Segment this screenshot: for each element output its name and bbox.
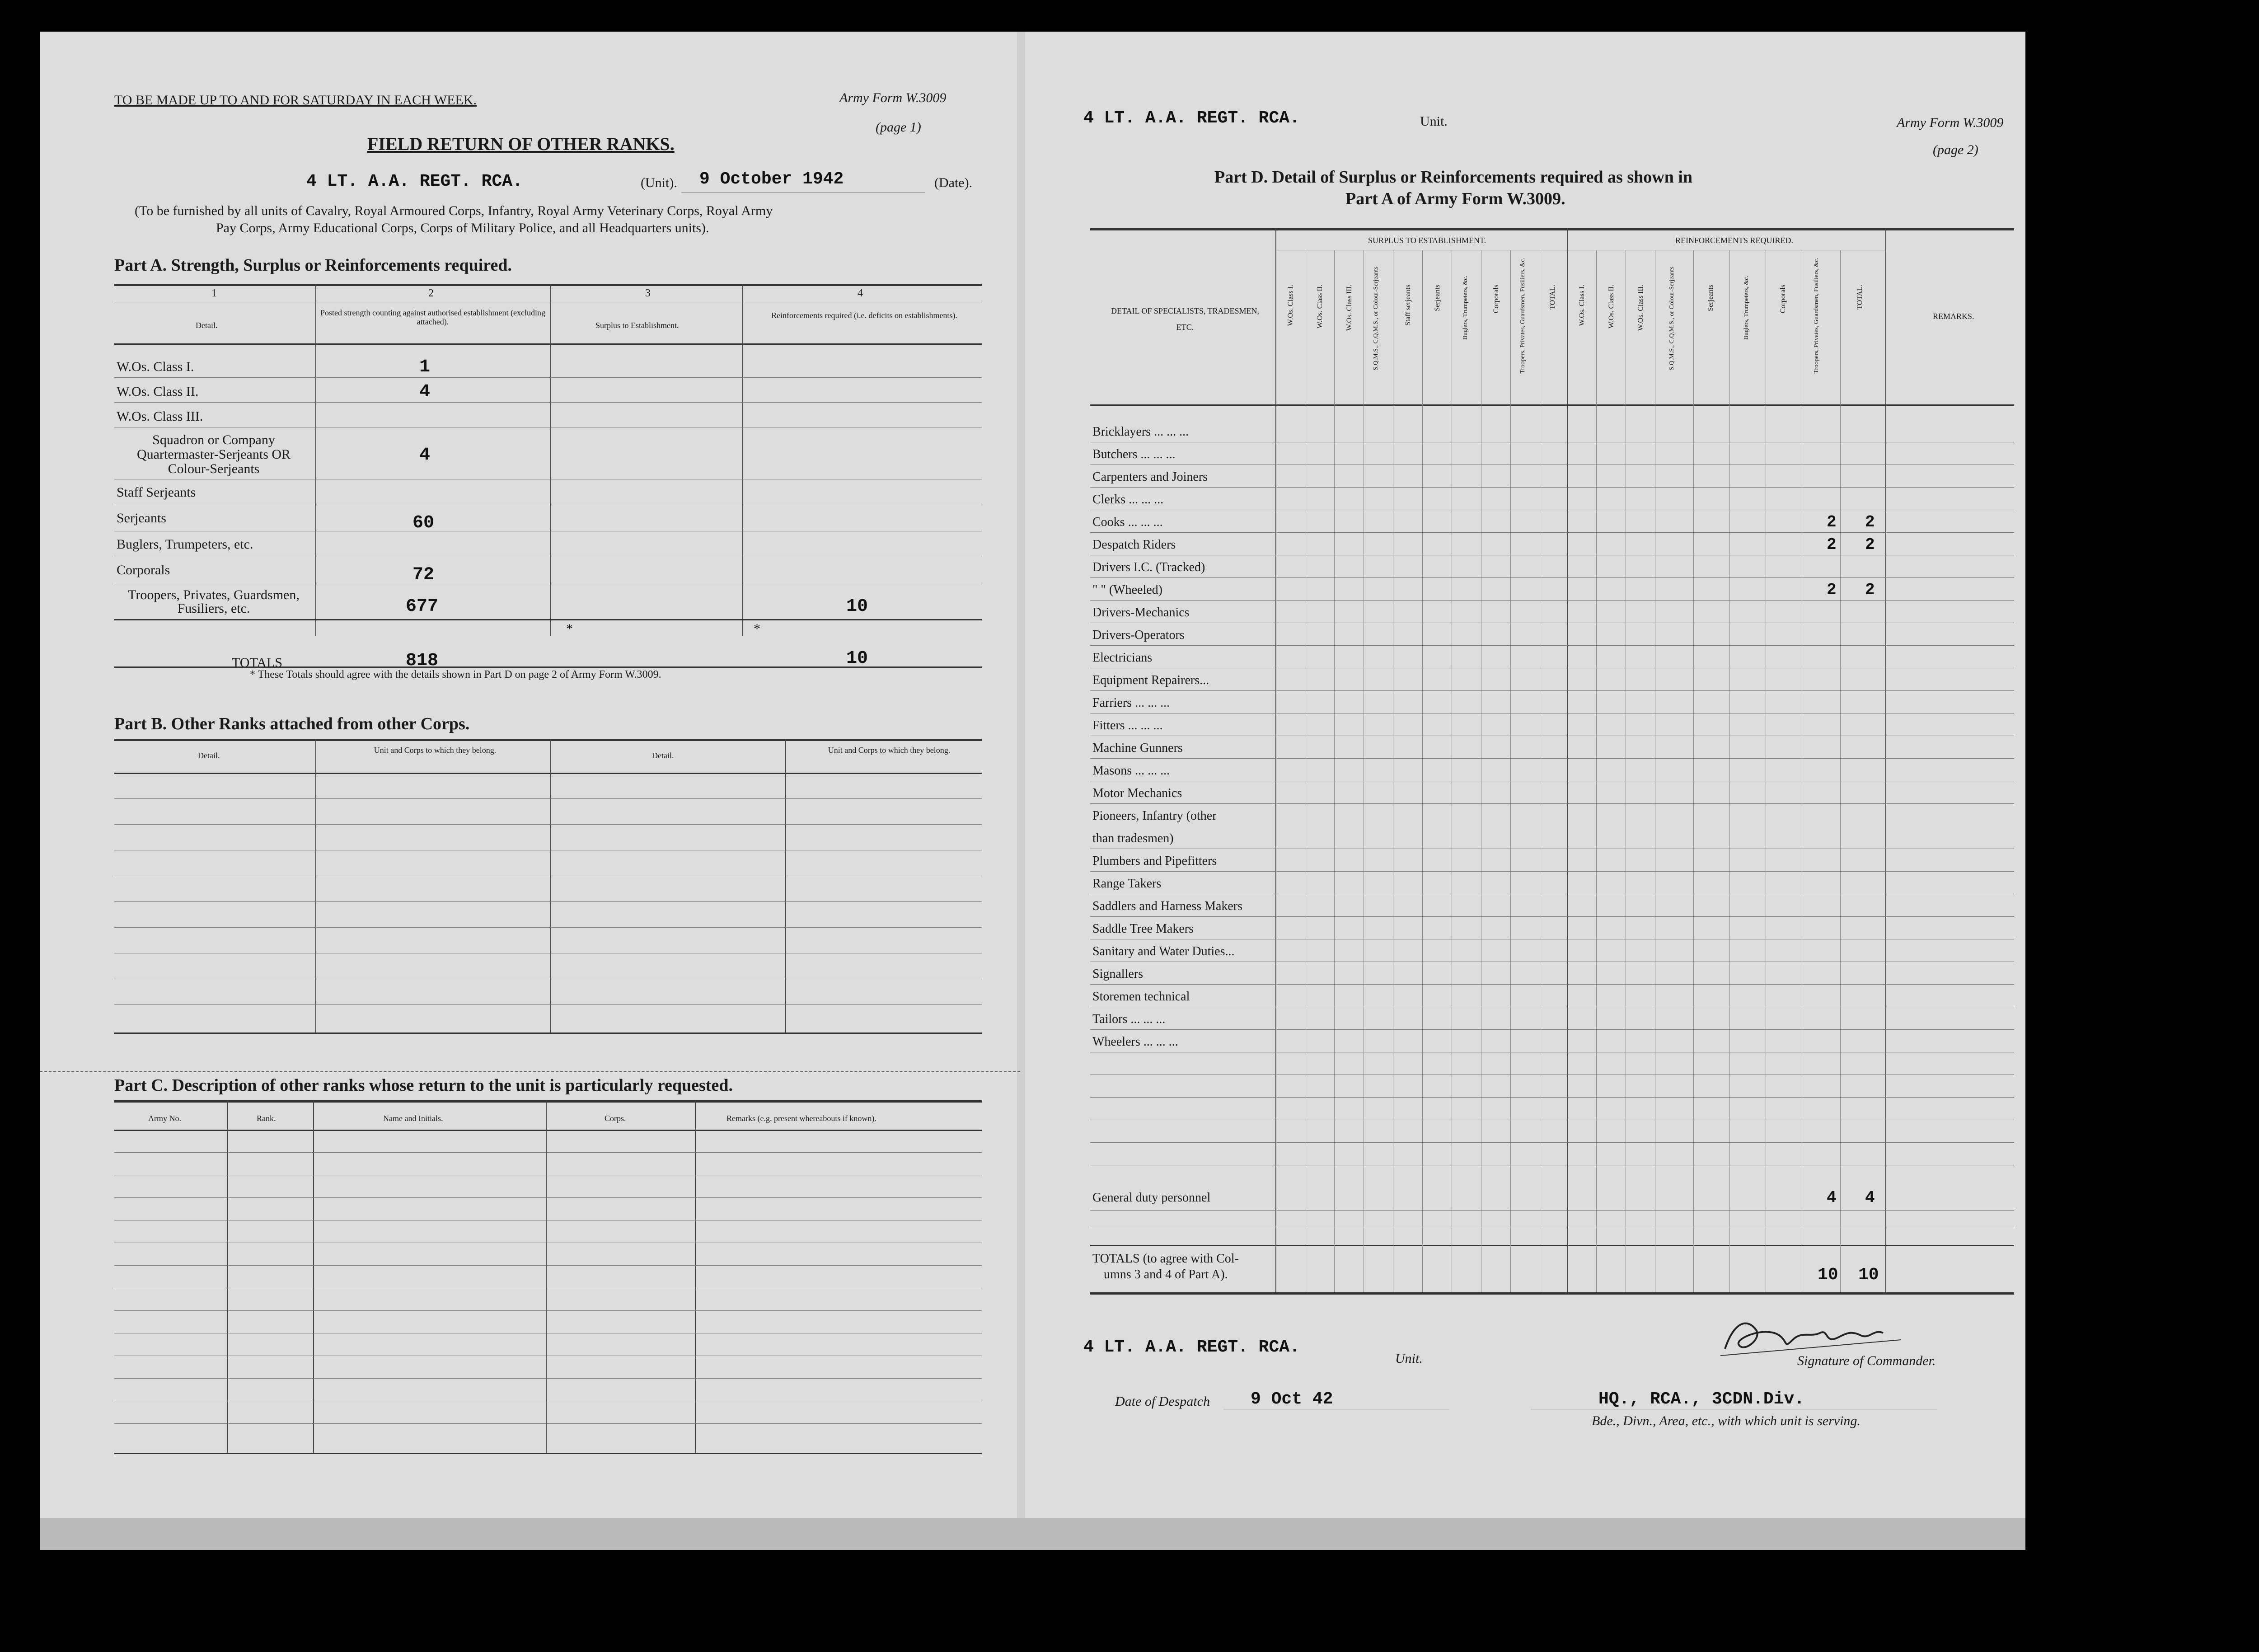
partA-title: Part A. Strength, Surplus or Reinforcements required.: [114, 256, 512, 275]
unit-value: 4 LT. A.A. REGT. RCA.: [306, 172, 523, 191]
trade-row-name: Storemen technical: [1092, 990, 1190, 1004]
partA-totals-star: *: [754, 621, 760, 636]
date-value: 9 October 1942: [699, 169, 844, 189]
surplus-col-serjeants: Serjeants: [1434, 285, 1441, 311]
trade-row-name: Masons ... ... ...: [1092, 764, 1170, 778]
trade-row-name: Electricians: [1092, 651, 1153, 665]
surplus-col-troopers: Troopers, Privates, Guardsmen, Fusiliers, &c.: [1519, 258, 1526, 374]
trade-row-name: Fitters ... ... ...: [1092, 718, 1163, 732]
trade-row-name: Saddle Tree Makers: [1092, 922, 1194, 936]
partA-row-detail: Troopers, Privates, Guardsmen, Fusiliers, etc.: [128, 587, 300, 616]
partB-header-detail: Detail.: [198, 751, 220, 760]
trade-row-troopers: 2: [1827, 513, 1837, 531]
totals-label-line-2: umns 3 and 4 of Part A).: [1104, 1267, 1228, 1281]
trade-row-troopers: 2: [1827, 535, 1837, 554]
reinf-col-corporals: Corporals: [1779, 285, 1787, 314]
partA-col-num-1: 1: [211, 287, 217, 299]
trade-row-name: Machine Gunners: [1092, 741, 1183, 755]
trade-row-name: Range Takers: [1092, 877, 1162, 891]
partC-header-rank: Rank.: [257, 1114, 276, 1123]
detail-of-specialists-header: DETAIL OF SPECIALISTS, TRADESMEN, ETC.: [1111, 306, 1260, 332]
partA-totals-reinforcements: 10: [846, 648, 868, 669]
date-label: (Date).: [934, 175, 973, 190]
surplus-col-total: TOTAL.: [1549, 285, 1556, 310]
partA-row-detail: Buglers, Trumpeters, etc.: [117, 537, 253, 552]
totals-label-line-1: TOTALS (to agree with Col-: [1092, 1252, 1239, 1266]
reinf-col-woIII: W.Os. Class III.: [1637, 285, 1645, 331]
partC-header-army-no: Army No.: [148, 1114, 181, 1123]
trade-row-total: 2: [1865, 513, 1875, 531]
trade-row-name: Carpenters and Joiners: [1092, 470, 1208, 484]
surplus-header: SURPLUS TO ESTABLISHMENT.: [1368, 236, 1486, 245]
bde-label: Bde., Divn., Area, etc., with which unit is serving.: [1592, 1413, 1861, 1428]
partA-row-detail: W.Os. Class I.: [117, 359, 194, 374]
partA-totals-star: *: [566, 621, 573, 636]
reinf-col-total: TOTAL.: [1856, 285, 1864, 310]
partB-header-unit-corps: Unit and Corps to which they belong.: [374, 746, 497, 755]
partA-header-detail: Detail.: [196, 321, 218, 330]
page2-page-number: (page 2): [1933, 142, 1978, 157]
partA-row-detail: W.Os. Class II.: [117, 384, 199, 399]
trade-row-name: Plumbers and Pipefitters: [1092, 854, 1217, 868]
reinf-col-woII: W.Os. Class II.: [1608, 285, 1615, 329]
partD-title-line-2: Part A of Army Form W.3009.: [1345, 189, 1565, 208]
page1-header: TO BE MADE UP TO AND FOR SATURDAY IN EACH WEEK.: [114, 93, 477, 108]
trade-row-name: Farriers ... ... ...: [1092, 696, 1170, 710]
partC-title: Part C. Description of other ranks whose return to the unit is particularly requested.: [114, 1076, 733, 1095]
trade-row-name: Cooks ... ... ...: [1092, 515, 1163, 529]
furnish-line-2: Pay Corps, Army Educational Corps, Corps of Military Police, and all Headquarters units).: [216, 221, 709, 235]
despatch-label: Date of Despatch: [1115, 1394, 1210, 1409]
partA-col-num-4: 4: [858, 287, 863, 299]
remarks-header: REMARKS.: [1933, 312, 1974, 321]
page-1: [40, 32, 1020, 1550]
partB-header-unit-corps: Unit and Corps to which they belong.: [828, 746, 951, 755]
partB-header-detail: Detail.: [652, 751, 674, 760]
partA-row-posted: 1: [419, 357, 431, 377]
reinf-col-buglers: Buglers, Trumpeters, &c.: [1743, 276, 1750, 340]
signature-label: Signature of Commander.: [1797, 1353, 1936, 1368]
partA-row-detail: Squadron or Company Quartermaster-Serjeants OR Colour-Serjeants: [136, 432, 291, 476]
trade-row-name: Clerks ... ... ...: [1092, 493, 1164, 507]
general-duty-personnel: General duty personnel: [1092, 1191, 1211, 1205]
reinforcements-header: REINFORCEMENTS REQUIRED.: [1675, 236, 1794, 245]
trade-row-name: Drivers-Operators: [1092, 628, 1185, 642]
partA-row-posted: 72: [412, 565, 435, 585]
partA-row-detail: Corporals: [117, 563, 170, 577]
general-duty-troopers: 4: [1827, 1188, 1837, 1207]
trade-row-name: Bricklayers ... ... ...: [1092, 425, 1189, 439]
trade-row-name: Despatch Riders: [1092, 538, 1176, 552]
trade-row-total: 2: [1865, 535, 1875, 554]
trade-row-name: Drivers I.C. (Tracked): [1092, 560, 1205, 574]
totals-total: 10: [1858, 1265, 1879, 1285]
partA-row-posted: 4: [419, 382, 431, 402]
surplus-col-woIII: W.Os. Class III.: [1345, 285, 1353, 331]
sheet-bottom-edge: [40, 1518, 2025, 1550]
document-sheet: [40, 32, 2025, 1550]
footer-unit-label: Unit.: [1395, 1351, 1423, 1366]
trade-row-name: Drivers-Mechanics: [1092, 605, 1190, 620]
partD-title-line-1: Part D. Detail of Surplus or Reinforcements required as shown in: [1214, 168, 1693, 187]
trade-row-name: Butchers ... ... ...: [1092, 447, 1176, 461]
reinf-col-serjeants: Serjeants: [1707, 285, 1715, 311]
partA-row-detail: W.Os. Class III.: [117, 409, 203, 424]
partA-totals-label: TOTALS: [232, 655, 283, 670]
trade-row-total: 2: [1865, 581, 1875, 599]
surplus-col-buglers: Buglers, Trumpeters, &c.: [1462, 276, 1469, 340]
page2-unit-value: 4 LT. A.A. REGT. RCA.: [1083, 108, 1300, 128]
partB-title: Part B. Other Ranks attached from other Corps.: [114, 714, 470, 733]
partC-header-remarks: Remarks (e.g. present whereabouts if known).: [726, 1114, 876, 1123]
page2-unit-label: Unit.: [1420, 114, 1448, 129]
partC-header-name: Name and Initials.: [383, 1114, 443, 1123]
partA-row-posted: 60: [412, 513, 435, 533]
page-2: [1025, 32, 2025, 1550]
totals-troopers: 10: [1818, 1265, 1838, 1285]
page1-page-number: (page 1): [876, 120, 921, 135]
page1-army-form: Army Form W.3009: [839, 90, 947, 105]
trade-row-name: Wheelers ... ... ...: [1092, 1035, 1178, 1049]
despatch-value: 9 Oct 42: [1251, 1389, 1333, 1409]
partA-col-num-3: 3: [645, 287, 651, 299]
trade-row-name: Sanitary and Water Duties...: [1092, 944, 1235, 958]
partA-footnote: * These Totals should agree with the details shown in Part D on page 2 of Army Form W.3009.: [250, 669, 661, 681]
reinf-col-sqms: S.Q.M.S., C.Q.M.S., or Colour-Serjeants: [1668, 267, 1675, 371]
trade-row-name: Pioneers, Infantry (other: [1092, 809, 1217, 823]
reinf-col-troopers: Troopers, Privates, Guardsmen, Fusiliers, &c.: [1813, 258, 1820, 374]
surplus-col-sqms: S.Q.M.S., C.Q.M.S., or Colour-Serjeants: [1373, 267, 1379, 371]
partA-header-surplus: Surplus to Establishment.: [595, 321, 679, 330]
bde-value: HQ., RCA., 3CDN.Div.: [1598, 1389, 1805, 1409]
surplus-col-corporals: Corporals: [1492, 285, 1500, 314]
trade-row-name: Signallers: [1092, 967, 1143, 981]
page1-title: FIELD RETURN OF OTHER RANKS.: [367, 134, 675, 154]
partA-col-num-2: 2: [428, 287, 434, 299]
trade-row-name: Tailors ... ... ...: [1092, 1012, 1166, 1026]
partC-header-corps: Corps.: [605, 1114, 626, 1123]
partA-row-reinforcements: 10: [846, 596, 868, 617]
surplus-col-woII: W.Os. Class II.: [1316, 285, 1324, 329]
trade-row-name: Saddlers and Harness Makers: [1092, 899, 1243, 913]
trade-row-troopers: 2: [1827, 581, 1837, 599]
page2-army-form: Army Form W.3009: [1897, 115, 2004, 130]
surplus-col-staff-serjeants: Staff serjeants: [1404, 285, 1412, 326]
furnish-line-1: (To be furnished by all units of Cavalry, Royal Armoured Corps, Infantry, Royal Army Veterinary Corps, Royal Army: [135, 203, 773, 218]
partA-row-detail: Serjeants: [117, 511, 166, 526]
trade-row-name: " " (Wheeled): [1092, 583, 1162, 597]
trade-row-name: Equipment Repairers...: [1092, 673, 1209, 687]
partA-row-posted: 4: [419, 445, 431, 465]
general-duty-total: 4: [1865, 1188, 1875, 1207]
trade-row-name: Motor Mechanics: [1092, 786, 1182, 800]
partA-header-posted: Posted strength counting against authorised establishment (excluding attached).: [320, 308, 545, 326]
surplus-col-woI: W.Os. Class I.: [1287, 285, 1294, 326]
trade-row-name: than tradesmen): [1092, 831, 1174, 845]
partA-row-posted: 677: [406, 596, 439, 617]
unit-label: (Unit).: [641, 175, 677, 190]
partA-header-reinforcements: Reinforcements required (i.e. deficits on establishments).: [771, 311, 957, 320]
footer-unit-value: 4 LT. A.A. REGT. RCA.: [1083, 1338, 1300, 1357]
partA-row-detail: Staff Serjeants: [117, 485, 196, 500]
partA-totals-posted: 818: [406, 651, 439, 671]
reinf-col-woI: W.Os. Class I.: [1578, 285, 1586, 326]
